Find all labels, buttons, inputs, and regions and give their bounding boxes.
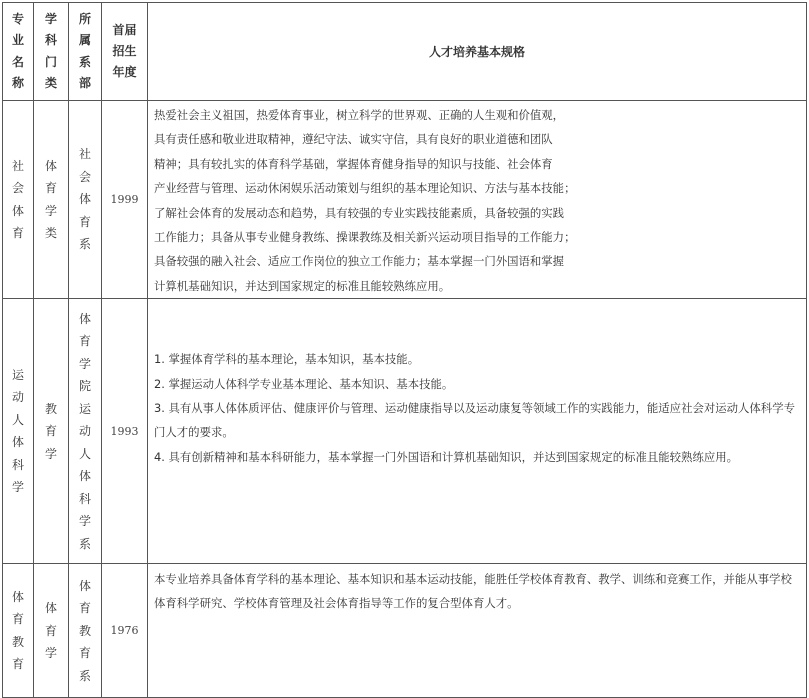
cell-char: 学: [44, 446, 57, 461]
cell-char: 动: [78, 424, 91, 438]
cell-char: 人: [11, 412, 24, 427]
major-name-cell: [3, 101, 34, 299]
department-cell: [69, 564, 102, 698]
cell-char: 首届: [112, 22, 137, 37]
cell-char: 会: [11, 181, 24, 196]
cell-char: 人: [78, 446, 91, 461]
cell-char: 专: [11, 11, 24, 26]
cell-char: 名: [11, 54, 24, 69]
cell-char: 体: [78, 578, 91, 593]
spec-line: 产业经营与管理、运动休闲娱乐活动策划与组织的基本理论知识、方法与基本技能；: [154, 181, 576, 196]
cell-char: 学: [44, 203, 57, 218]
spec-line: 计算机基础知识，并达到国家规定的标准且能较熟练应用。: [154, 278, 451, 293]
cell-char: 体: [11, 589, 24, 604]
cell-char: 动: [11, 390, 24, 405]
cell-char: 科: [78, 491, 91, 506]
spec-lines: [154, 103, 800, 298]
spec-items: [154, 347, 800, 469]
cell-char: 教: [78, 623, 91, 638]
spec-item: 1. 掌握体育学科的基本理论，基本知识，基本技能。: [154, 352, 420, 367]
header-row: [3, 3, 807, 101]
cell-char: 体: [11, 203, 24, 218]
cell-char: 社: [78, 147, 91, 162]
cell-char: 类: [44, 75, 57, 90]
cell-char: 部: [78, 75, 91, 90]
discipline-cell: [34, 101, 69, 299]
cell-char: 育: [78, 334, 91, 348]
cell-char: 育: [11, 657, 24, 672]
header-major-name: [3, 3, 34, 101]
major-spec-table: [2, 2, 807, 698]
cell-char: 运: [78, 401, 91, 416]
cell-char: 育: [78, 214, 91, 229]
first-year-cell: 1993: [102, 299, 148, 564]
cell-char: 运: [11, 367, 24, 382]
header-spec: 人才培养基本规格: [148, 3, 807, 101]
cell-char: 育: [44, 181, 57, 196]
cell-char: 系: [78, 668, 91, 683]
spec-cell: [148, 101, 807, 299]
spec-cell: [148, 299, 807, 564]
cell-char: 育: [11, 612, 24, 627]
cell-char: 体: [44, 158, 57, 173]
spec-cell: [148, 564, 807, 698]
cell-char: 院: [78, 379, 91, 393]
cell-char: 育: [78, 646, 91, 660]
cell-char: 育: [44, 623, 57, 638]
cell-char: 育: [78, 601, 91, 615]
table-row: [3, 101, 807, 299]
cell-char: 会: [78, 169, 91, 184]
department-cell: [69, 299, 102, 564]
discipline-cell: [34, 299, 69, 564]
table-row: [3, 299, 807, 564]
header-discipline: [34, 3, 69, 101]
cell-char: 体: [78, 469, 91, 483]
spec-line: 具备较强的融入社会、适应工作岗位的独立工作能力；基本掌握一门外国语和掌握: [154, 254, 565, 269]
table-row: [3, 564, 807, 698]
major-name-cell: [3, 564, 34, 698]
header-first-year: [102, 3, 148, 101]
cell-char: 称: [11, 75, 24, 90]
cell-char: 系: [78, 237, 91, 252]
cell-char: 体: [78, 192, 91, 207]
cell-char: 教: [11, 634, 24, 649]
spec-item: 3. 具有从事人体体质评估、健康评价与管理、运动健康指导以及运动康复等领域工作的实践能力，能适应社会对运动人体科学专门人才的要求。: [154, 401, 795, 440]
cell-char: 育: [11, 226, 24, 241]
cell-char: 体: [11, 435, 24, 450]
spec-line: 了解社会体育的发展动态和趋势，具有较强的专业实践技能素质，具备较强的实践: [154, 205, 565, 220]
cell-char: 体: [78, 311, 91, 326]
header-department: [69, 3, 102, 101]
spec-item: 2. 掌握运动人体科学专业基本理论、基本知识、基本技能。: [154, 376, 454, 391]
spec-line: 工作能力；具备从事专业健身教练、操课教练及相关新兴运动项目指导的工作能力；: [154, 230, 576, 245]
cell-char: 学: [78, 514, 91, 528]
cell-char: 学: [44, 646, 57, 660]
spec-line: 精神；具有较扎实的体育科学基础，掌握体育健身指导的知识与技能、社会体育: [154, 156, 553, 171]
spec-item: 4. 具有创新精神和基本科研能力，基本掌握一门外国语和计算机基础知识，并达到国家规定的标准且能较熟练应用。: [154, 449, 739, 464]
cell-char: 年度: [112, 65, 137, 80]
spec-text: 本专业培养具备体育学科的基本理论、基本知识和基本运动技能，能胜任学校体育教育、教学、训练和竞赛工作，并能从事学校体育科学研究、学校体育管理及社会体育指导等工作的复合型体育人才。: [154, 572, 792, 611]
major-name-cell: [3, 299, 34, 564]
cell-char: 系: [78, 54, 91, 69]
cell-char: 体: [44, 601, 57, 615]
spec-line: 具有责任感和敬业进取精神，遵纪守法、诚实守信，具有良好的职业道德和团队: [154, 132, 553, 147]
cell-char: 社: [11, 158, 24, 173]
cell-char: 门: [44, 54, 57, 69]
cell-char: 招生: [112, 43, 137, 58]
first-year-cell: 1976: [102, 564, 148, 698]
cell-char: 科: [44, 33, 57, 48]
cell-char: 业: [11, 33, 24, 48]
cell-char: 系: [78, 536, 91, 551]
cell-char: 科: [11, 457, 24, 472]
cell-char: 所: [78, 11, 91, 26]
cell-char: 学: [78, 356, 91, 371]
discipline-cell: [34, 564, 69, 698]
cell-char: 学: [44, 11, 57, 26]
spec-line: 热爱社会主义祖国，热爱体育事业，树立科学的世界观、正确的人生观和价值观，: [154, 108, 565, 122]
cell-char: 类: [44, 226, 57, 241]
department-cell: [69, 101, 102, 299]
first-year-cell: 1999: [102, 101, 148, 299]
cell-char: 学: [11, 480, 24, 495]
cell-char: 教: [44, 401, 57, 416]
cell-char: 属: [78, 33, 91, 48]
cell-char: 育: [44, 424, 57, 438]
